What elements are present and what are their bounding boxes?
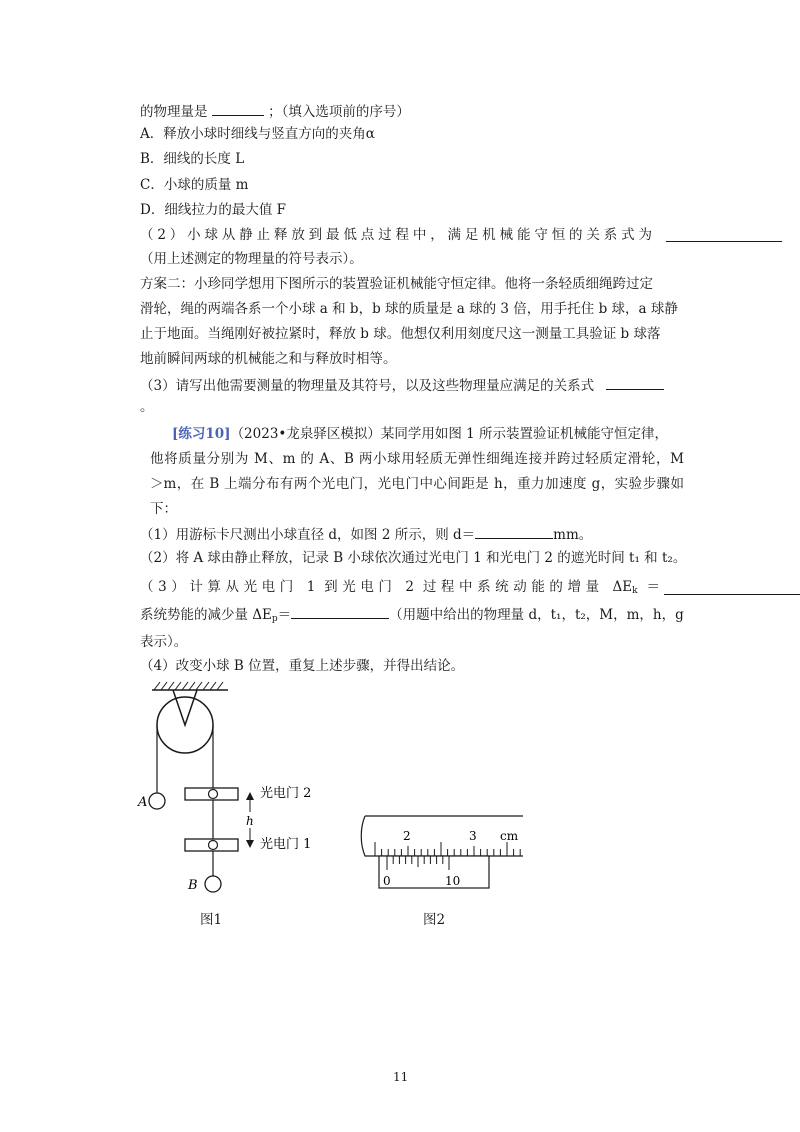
step-3b-text: 系统势能的减少量 ΔE: [140, 607, 272, 623]
option-d: D．细线拉力的最大值 F: [140, 202, 286, 218]
label-gate-2: 光电门 2: [260, 786, 312, 801]
answer-blank-ek[interactable]: [664, 579, 800, 595]
plan2-line-4: 地前瞬间两球的机械能之和与释放时相等。: [140, 351, 397, 367]
step-3: [140, 577, 660, 597]
main-scale-body: [361, 816, 523, 856]
option-c: C．小球的质量 m: [140, 177, 249, 193]
page-number: 11: [393, 1070, 409, 1084]
label-gate-1: 光电门 1: [260, 837, 312, 852]
plan2-line-1: 方案二：小珍同学想用下图所示的装置验证机械能守恒定律。他将一条轻质细绳跨过定: [140, 276, 653, 292]
step-3-line-2: [140, 603, 684, 625]
h-arrowhead-top: [246, 792, 254, 800]
question-3-text: （3）请写出他需要测量的物理量及其符号，以及这些物理量应满足的关系式: [140, 378, 595, 394]
option-b: B．细线的长度 L: [140, 151, 245, 167]
quantity-prefix: 的物理量是: [140, 104, 208, 120]
exercise10-intro-3: ＞m，在 B 上端分布有两个光电门，光电门中心间距是 h，重力加速度 g，实验步骤如: [150, 476, 684, 492]
label-h: h: [246, 814, 254, 828]
answer-blank-ep[interactable]: [291, 603, 389, 619]
vernier-label-10: 10: [445, 874, 461, 888]
h-arrowhead-bottom: [246, 840, 254, 848]
question-3: [140, 374, 664, 396]
main-label-3: 3: [469, 829, 477, 843]
question-2-cont: （用上述测定的物理量的符号表示）。: [140, 251, 363, 267]
label-b: B: [188, 878, 198, 893]
quantity-suffix: ；（填入选项前的序号）: [268, 104, 410, 120]
step-4: （4）改变小球 B 位置，重复上述步骤，并得出结论。: [140, 658, 465, 674]
answer-blank-quantity[interactable]: [212, 100, 264, 116]
figure-2-caption: 图2: [423, 912, 446, 928]
answer-blank-d[interactable]: [475, 523, 553, 539]
photogate-1-center: [209, 841, 218, 850]
plan2-line-3: 止于地面。当绳刚好被拉紧时，释放 b 球。他想仅利用刻度尺这一测量工具验证 b 球落: [140, 326, 661, 342]
label-a: A: [138, 795, 148, 810]
main-label-unit: cm: [500, 829, 519, 843]
photogate-2-center: [209, 790, 218, 799]
step-2: （2）将 A 球由静止释放，记录 B 小球依次通过光电门 1 和光电门 2 的遮光时间 t₁ 和 t₂。: [140, 550, 687, 566]
exercise10-intro-1: [172, 424, 668, 444]
option-a: A．释放小球时细线与竖直方向的夹角α: [140, 126, 375, 142]
step-1-text: （1）用游标卡尺测出小球直径 d，如图 2 所示，则 d＝: [140, 527, 476, 543]
question-3-end: 。: [140, 399, 154, 415]
exercise10-intro-4: 下：: [150, 501, 177, 517]
ball-a: [149, 793, 165, 809]
figure-2-vernier-caliper: [355, 808, 530, 900]
main-scale-ticks: [375, 842, 520, 856]
answer-blank-q2[interactable]: [666, 226, 782, 242]
vernier-label-0: 0: [383, 874, 391, 888]
ball-b: [205, 876, 221, 892]
step-3b-note: （用题中给出的物理量 d，t₁，t₂，M，m，h，g: [389, 607, 684, 623]
figure-1-pulley-diagram: [130, 676, 330, 908]
step-3-eq: ＝: [646, 579, 660, 595]
exercise10-intro-2: 他将质量分别为 M、m 的 A、B 两小球用轻质无弹性细绳连接并跨过轻质定滑轮，M: [150, 451, 684, 467]
step-1-unit: mm。: [553, 527, 593, 543]
step-3-text: （3）计算从光电门 1 到光电门 2 过程中系统动能的增量 ΔE: [140, 579, 633, 595]
question-2: （2）小球从静止释放到最低点过程中，满足机械能守恒的关系式为: [140, 227, 652, 243]
vernier-scale-body: [379, 856, 489, 888]
figure-1-caption: 图1: [200, 912, 223, 928]
main-label-2: 2: [403, 829, 411, 843]
step-3b-eq: ＝: [277, 607, 292, 623]
step-3-line-3: 表示）。: [140, 634, 188, 650]
step-1: [140, 523, 592, 545]
step-3b-sub: p: [271, 614, 278, 624]
plan2-line-2: 滑轮，绳的两端各系一个小球 a 和 b，b 球的质量是 a 球的 3 倍，用手托住 b 球，a 球静: [140, 301, 678, 317]
ceiling-hatch: [154, 682, 223, 690]
question-quantity-line: [140, 100, 410, 122]
step-3-sub: k: [632, 586, 638, 596]
answer-blank-q3[interactable]: [606, 374, 664, 390]
exercise10-intro-text: （2023•龙泉驿区模拟）某同学用如图 1 所示装置验证机械能守恒定律，: [230, 426, 669, 442]
exercise10-tag: [练习10]: [172, 426, 231, 442]
